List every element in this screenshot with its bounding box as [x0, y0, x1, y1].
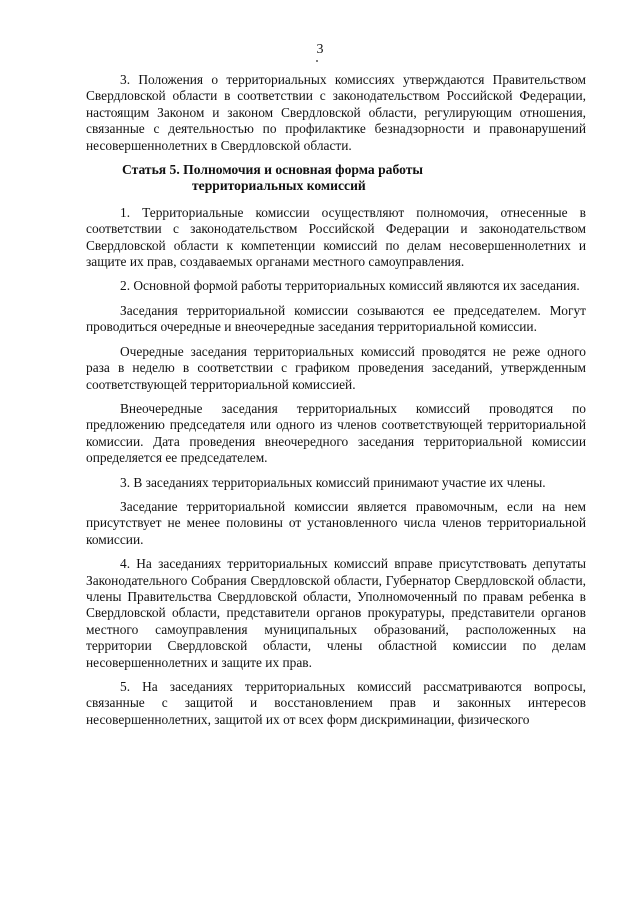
- paragraph: 3. В заседаниях территориальных комиссий принимают участие их члены.: [120, 474, 546, 490]
- document-body: [86, 72, 586, 736]
- paragraph-3-regulations: 3. Положения о территориальных комиссиях утверждаются Правительством Свердловской области в соответствии с законодательством Российской Федерации, настоящим Законом и законом Свердловской области, регулирующим отношения, связанные с деятельностью по профилактике безнадзорности и правонарушений несовершеннолетних в Свердловской области.: [86, 72, 586, 153]
- article-title-line-2: территориальных комиссий: [192, 178, 366, 194]
- paragraph: 2. Основной формой работы территориальных комиссий являются их заседания.: [120, 278, 580, 294]
- paragraph: 1. Территориальные комиссии осуществляют полномочия, отнесенные в соответствии с законодательством Российской Федерации и законодательством Свердловской области к компетенции комиссий по делам несовершеннолетних и защите их прав, создаваемых органами местного самоуправления.: [86, 204, 586, 270]
- article-title-line-1: Статья 5. Полномочия и основная форма работы: [122, 162, 423, 178]
- paragraph: Заседания территориальной комиссии созываются ее председателем. Могут проводиться очередные и внеочередные заседания территориальной комиссии.: [86, 302, 586, 335]
- page-number: 3: [316, 42, 324, 57]
- paragraph: 5. На заседаниях территориальных комиссий рассматриваются вопросы, связанные с защитой и восстановлением прав и законных интересов несовершеннолетних, защитой их от всех форм дискриминации, физического: [86, 679, 586, 727]
- paragraph: Очередные заседания территориальных комиссий проводятся не реже одного раза в неделю в соответствии с графиком проведения заседаний, утвержденным соответствующей территориальной комиссией.: [86, 343, 586, 392]
- paragraph: Внеочередные заседания территориальных комиссий проводятся по предложению председателя или одного из членов соответствующей территориальной комиссии. Дата проведения внеочередного заседания территориальной комиссии определяется ее председателем.: [86, 400, 586, 466]
- scan-speck: [316, 60, 318, 62]
- paragraph: Заседание территориальной комиссии является правомочным, если на нем присутствует не менее половины от установленного числа членов территориальной комиссии.: [86, 498, 586, 547]
- article-5-heading: [86, 162, 586, 195]
- paragraph: 4. На заседаниях территориальных комиссий вправе присутствовать депутаты Законодательного Собрания Свердловской области, Губернатор Свердловской области, члены Правительства Свердловской области, Уполномоченный по правам ребенка в Свердловской области, представители органов прокуратуры, представители органов местного самоуправления муниципальных образований, расположенных на территории Свердловской области, члены областной комиссии по делам несовершеннолетних и защите их прав.: [86, 556, 586, 670]
